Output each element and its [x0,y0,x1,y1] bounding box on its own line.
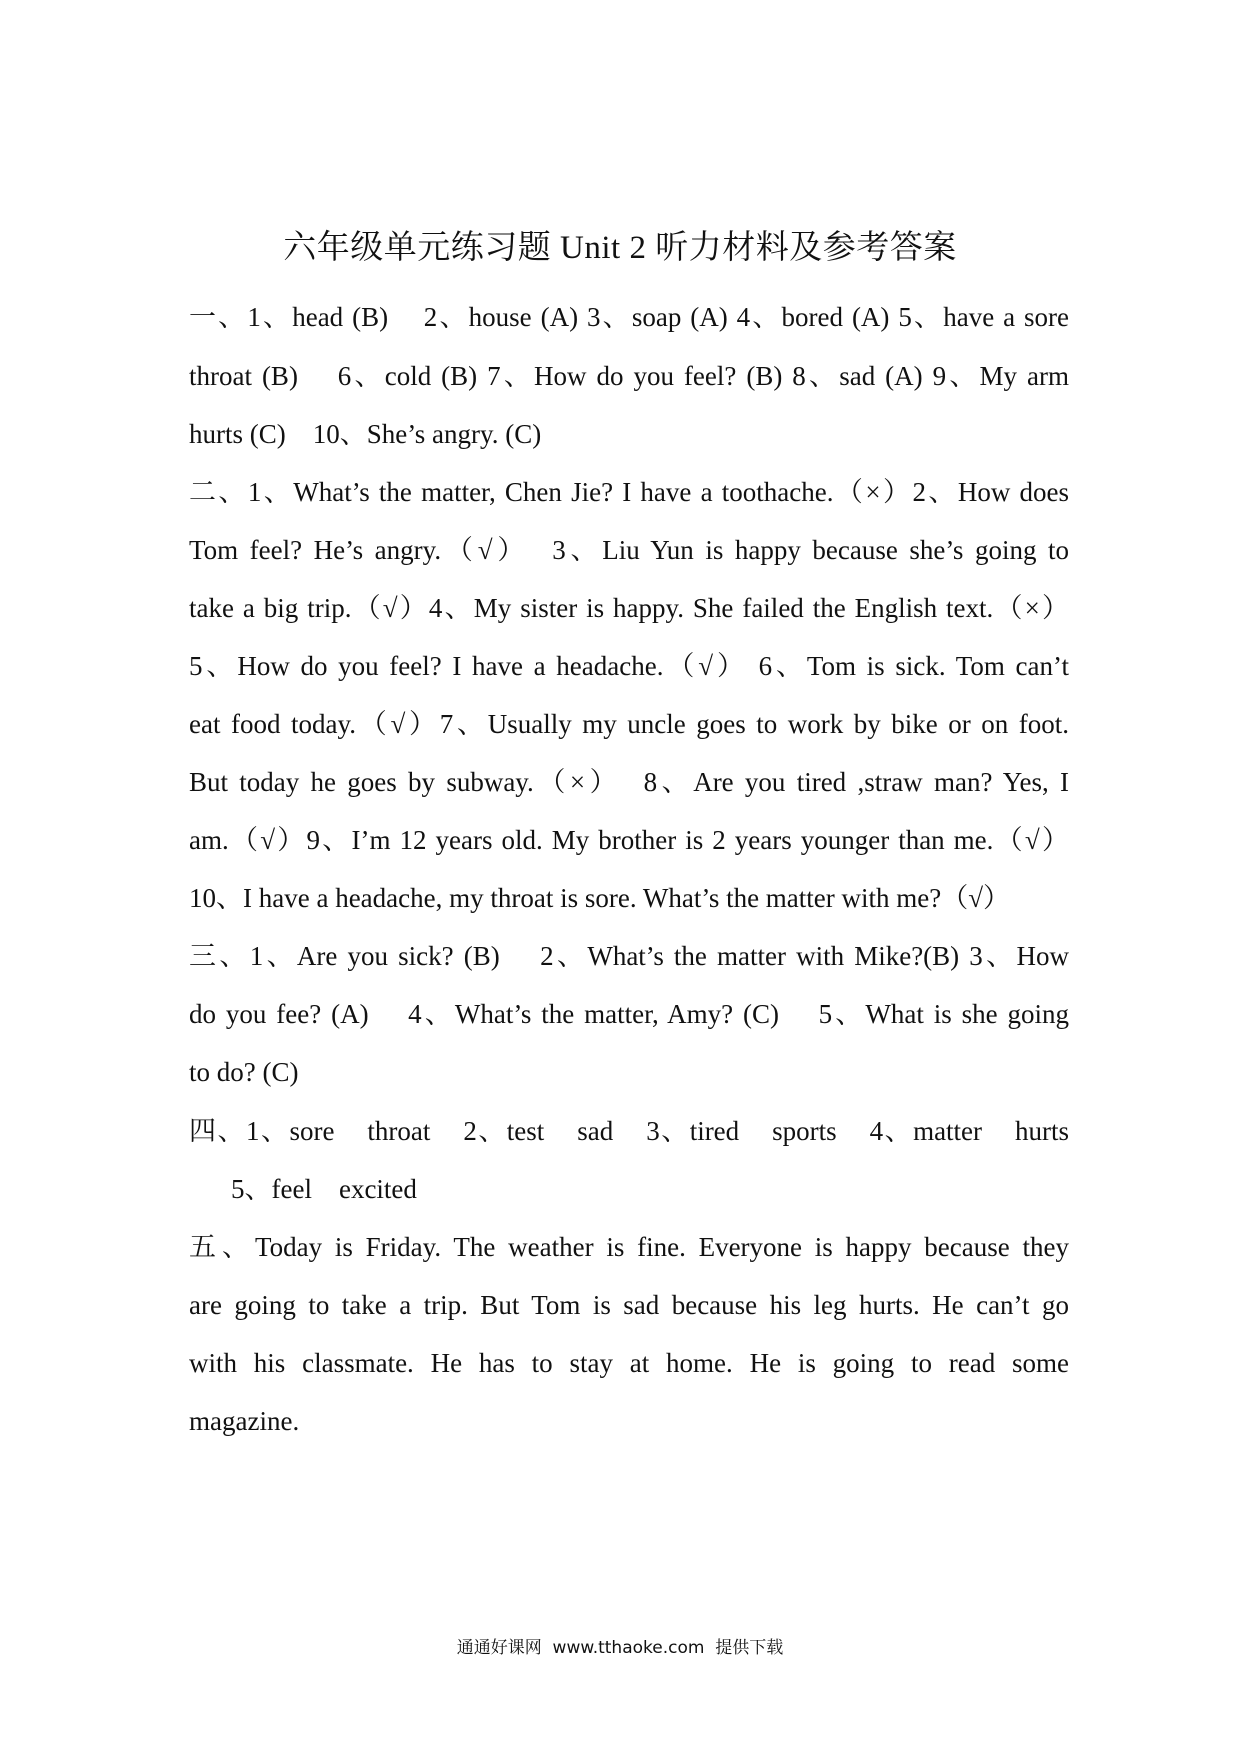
answer-line-4: 二、1、What’s the matter, Chen Jie? I have a toothache.（×）2、How does [189,477,1069,507]
answer-line-11: 10、I have a headache, my throat is sore. What’s the matter with me?（√） [189,883,1011,913]
answer-line-15: 四、1、sore throat 2、test sad 3、tired sports 4、matter hurts [189,1116,1069,1146]
answer-line-13: do you fee? (A) 4、What’s the matter, Amy? (C) 5、What is she going [189,999,1069,1029]
page-footer: 通通好课网 www.tthaoke.com 提供下载 [456,1638,784,1658]
answer-line-7: 5、How do you feel? I have a headache.（√） 6、Tom is sick. Tom can’t [189,651,1069,681]
answer-line-6: take a big trip.（√）4、My sister is happy. She failed the English text.（×） [189,593,1069,623]
answer-line-12: 三、1、Are you sick? (B) 2、What’s the matter with Mike?(B) 3、How [189,941,1069,971]
answer-line-17: 五、Today is Friday. The weather is fine. Everyone is happy because they [189,1232,1069,1262]
answer-line-10: am.（√）9、I’m 12 years old. My brother is 2 years younger than me.（√） [189,825,1069,855]
answer-line-18: are going to take a trip. But Tom is sad because his leg hurts. He can’t go [189,1290,1069,1320]
answer-line-2: throat (B) 6、cold (B) 7、How do you feel? (B) 8、sad (A) 9、My arm [189,361,1069,391]
answer-line-9: But today he goes by subway.（×） 8、Are you tired ,straw man? Yes, I [189,767,1069,797]
answer-line-1: 一、1、head (B) 2、house (A) 3、soap (A) 4、bored (A) 5、have a sore [189,302,1069,332]
answer-line-3: hurts (C) 10、She’s angry. (C) [189,419,542,449]
answer-line-14: to do? (C) [189,1057,299,1087]
answer-line-16: 5、feel excited [231,1174,417,1204]
answer-line-19: with his classmate. He has to stay at home. He is going to read some [189,1348,1069,1378]
answer-line-5: Tom feel? He’s angry.（√） 3、Liu Yun is happy because she’s going to [189,535,1069,565]
document-title: 六年级单元练习题 Unit 2 听力材料及参考答案 [283,230,957,266]
answer-line-8: eat food today.（√）7、Usually my uncle goes to work by bike or on foot. [189,709,1069,739]
answer-line-20: magazine. [189,1406,300,1436]
